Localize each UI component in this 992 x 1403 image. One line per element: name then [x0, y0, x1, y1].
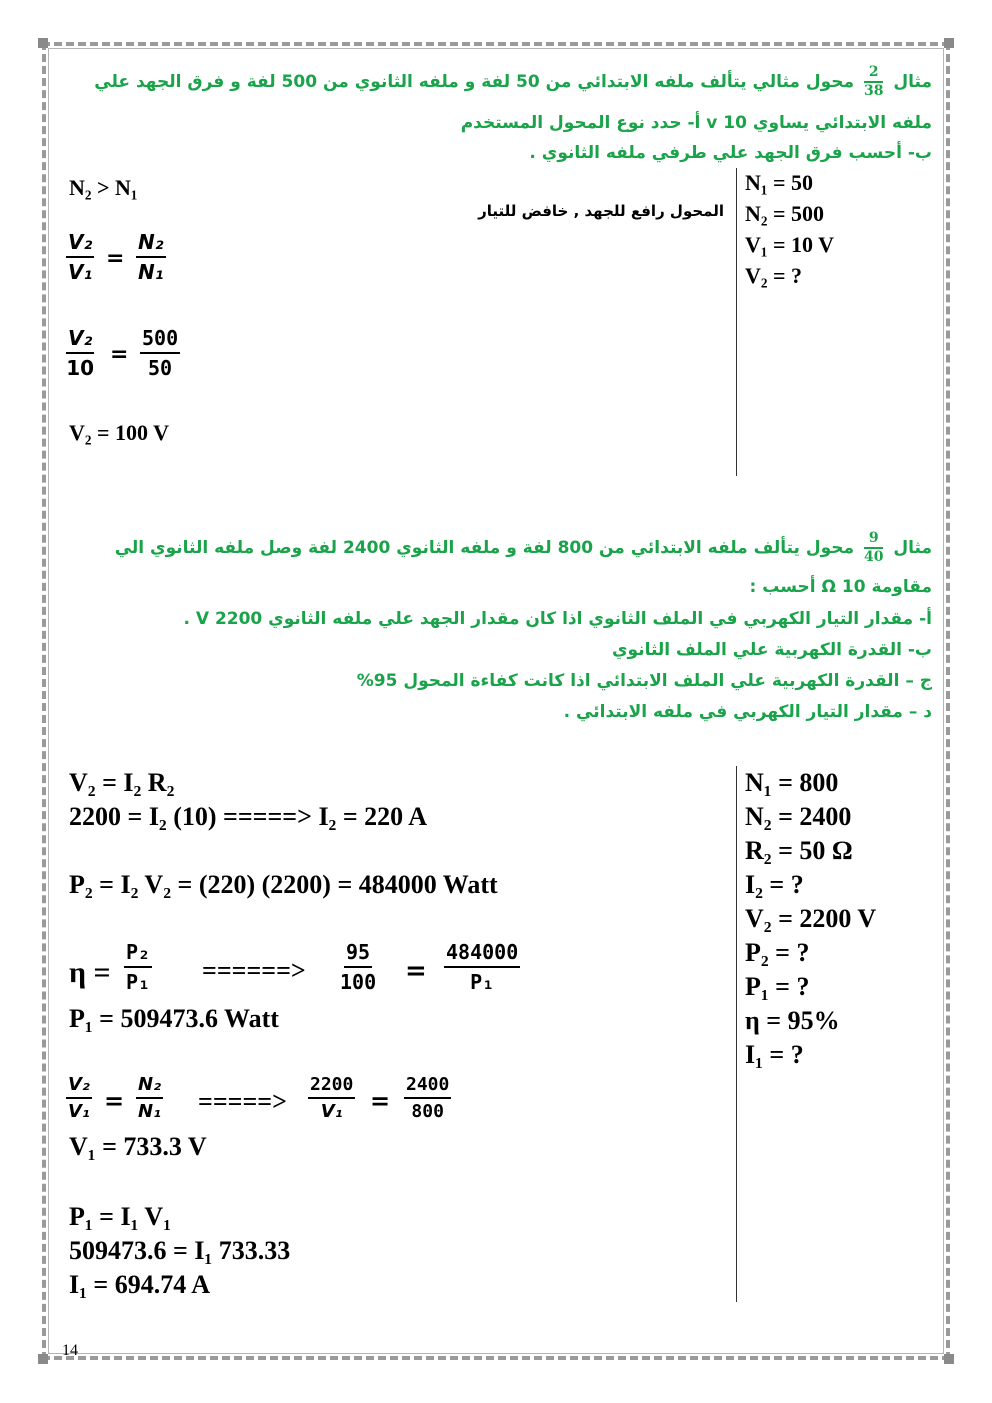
ex2-question-line2: مقاومة Ω 10 أحسب : — [749, 577, 932, 597]
ex2-step-8: I₁ = 694.74 A — [69, 1270, 211, 1299]
ex1-equals-2: = — [110, 342, 129, 367]
ex1-question-line1 — [94, 64, 932, 100]
ex2-arrow-2: =====> — [198, 1087, 287, 1116]
ex1-transformer-type: المحول رافع للجهد , خافض للتيار — [478, 202, 724, 220]
ex2-arrow-1: ======> — [202, 956, 306, 985]
ex2-step-7: 509473.6 = I₁ 733.33 — [69, 1236, 291, 1265]
ex2-step-2: 2200 = I₂ (10) =====> I₂ = 220 A — [69, 802, 428, 831]
ex2-given-1: N₁ = 800 — [745, 768, 839, 797]
ex1-subst-v: $\frac{\text{V₂}}{10}$ — [66, 326, 95, 380]
ex2-given-9: I₁ = ? — [745, 1040, 804, 1069]
ex2-given-5: V₂ = 2200 V — [745, 904, 877, 933]
ex1-given-4: V₂ = ? — [745, 263, 803, 288]
ex1-given-2: N₂ = 500 — [745, 201, 825, 226]
ex1-equals: = — [106, 246, 125, 271]
ex2-frac-2200: $\frac{2200}{\text{V₁}}$ — [310, 1074, 354, 1122]
ex2-question-line6: د – مقدار التيار الكهربي في ملفه الابتدائي . — [563, 702, 932, 722]
ex2-question-line4: ب- القدرة الكهربية علي الملف الثانوي — [611, 640, 932, 660]
ex2-given-6: P₂ = ? — [745, 938, 810, 967]
ex1-question-line2: ملفه الابتدائي يساوي v 10 أ- حدد نوع المحول المستخدم — [460, 113, 932, 133]
ex2-given-8: η = 95% — [745, 1006, 840, 1035]
ex2-step-4: P₁ = 509473.6 Watt — [69, 1004, 279, 1033]
ex2-eta: η = — [69, 956, 111, 989]
ex1-result: V₂ = 100 V — [69, 420, 170, 445]
ex1-given-3: V₁ = 10 V — [745, 232, 835, 257]
ex2-divider — [736, 766, 737, 1302]
ex2-frac-95: $\frac{95}{100}$ — [340, 940, 377, 994]
ex2-eta-frac: $\frac{\text{P₂}}{\text{P₁}}$ — [126, 940, 151, 994]
ex2-question-line3: أ- مقدار التيار الكهربي في الملف الثانوي اذا كان مقدار الجهد علي ملفه الثانوي 2200 V . — [183, 609, 932, 629]
ex1-label: مثال — [893, 72, 932, 92]
ex2-frac-2400: $\frac{2400}{800}$ — [406, 1074, 450, 1122]
page-number: 14 — [62, 1342, 78, 1359]
ex1-subst-n: $\frac{500}{50}$ — [142, 326, 179, 380]
ex1-question-text: محول مثالي يتألف ملفه الابتدائي من 50 لفة و ملفه الثانوي من 500 لفة و فرق الجهد علي — [94, 72, 855, 92]
ex2-step-1: V₂ = I₂ R₂ — [69, 768, 175, 797]
corner-ornament — [944, 38, 954, 48]
ex1-number-fraction: $\frac{2}{38}$ — [863, 64, 884, 99]
ex2-given-2: N₂ = 2400 — [745, 802, 852, 831]
ex1-ratio-n: $\frac{\text{N₂}}{\text{N₁}}$ — [138, 230, 164, 284]
ex2-equals-1: = — [405, 956, 427, 986]
corner-ornament — [38, 1354, 48, 1364]
ex1-ratio-v: $\frac{\text{V₂}}{\text{V₁}}$ — [68, 230, 93, 284]
ex1-question-line3: ب- أحسب فرق الجهد علي طرفي ملفه الثانوي . — [529, 143, 932, 163]
ex2-question-line1 — [115, 530, 932, 566]
ex2-ratio-v: $\frac{\text{V₂}}{\text{V₁}}$ — [68, 1074, 90, 1122]
ex1-given-1: N₁ = 50 — [745, 170, 814, 195]
ex2-question-line5: ج – القدرة الكهربية علي الملف الابتدائي اذا كانت كفاءة المحول 95% — [356, 671, 932, 691]
corner-ornament — [944, 1354, 954, 1364]
ex2-frac-484000: $\frac{484000}{\text{P₁}}$ — [446, 940, 519, 994]
ex2-given-4: I₂ = ? — [745, 870, 804, 899]
ex2-step-3: P₂ = I₂ V₂ = (220) (2200) = 484000 Watt — [69, 870, 498, 899]
ex2-ratio-n: $\frac{\text{N₂}}{\text{N₁}}$ — [138, 1074, 161, 1122]
ex1-compare: N₂ > N₁ — [69, 175, 138, 200]
ex2-equals-2: = — [104, 1087, 125, 1115]
ex2-question-text: محول يتألف ملفه الابتدائي من 800 لفة و ملفه الثانوي 2400 لفة وصل ملفه الثانوي الي — [114, 538, 855, 558]
ex1-divider — [736, 168, 737, 476]
ex2-step-6: P₁ = I₁ V₁ — [69, 1202, 172, 1231]
corner-ornament — [38, 38, 48, 48]
ex2-given-7: P₁ = ? — [745, 972, 810, 1001]
ex2-equals-3: = — [370, 1087, 391, 1115]
ex2-step-5: V₁ = 733.3 V — [69, 1132, 207, 1161]
ex2-given-3: R₂ = 50 Ω — [745, 836, 853, 865]
ex2-number-fraction: $\frac{9}{40}$ — [863, 530, 884, 565]
ex2-label: مثال — [893, 538, 932, 558]
